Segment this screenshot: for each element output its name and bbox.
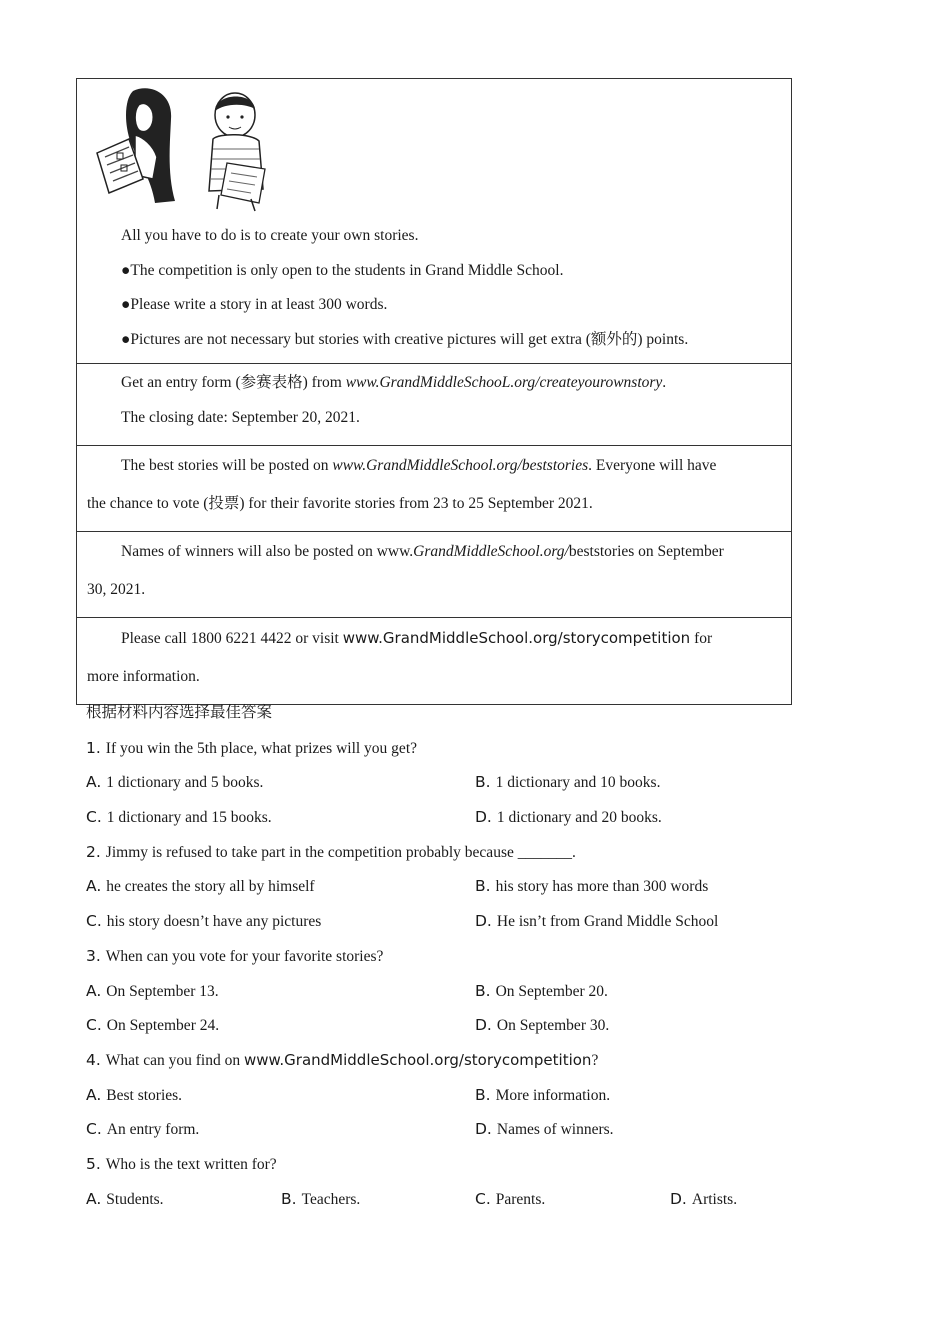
storycompetition-url[interactable]: www.GrandMiddleSchool.org/storycompetition: [342, 629, 691, 647]
passage-cell-winners: [77, 532, 791, 618]
question-section: [86, 696, 846, 1216]
beststories-url[interactable]: www.GrandMiddleSchool.org/beststories: [332, 457, 589, 474]
passage-cell-voting: [77, 446, 791, 532]
option-a[interactable]: A. Best stories.: [86, 1085, 183, 1104]
option-d[interactable]: D. 1 dictionary and 20 books.: [475, 808, 662, 827]
voting-line: The best stories will be posted on www.GrandMiddleSchool.org/beststories. Everyone will have: [121, 457, 717, 474]
question-stem: 4. What can you find on www.GrandMiddleSchool.org/storycompetition?: [86, 1050, 599, 1069]
question-stem: 1. If you win the 5th place, what prizes will you get?: [86, 738, 418, 757]
question-url[interactable]: www.GrandMiddleSchool.org/storycompetition: [243, 1050, 592, 1069]
option-c[interactable]: C. An entry form.: [86, 1120, 200, 1139]
rule-item: ●Pictures are not necessary but stories with creative pictures will get extra (额外的) points.: [121, 330, 689, 348]
rule-item: ●The competition is only open to the students in Grand Middle School.: [121, 261, 564, 279]
option-b[interactable]: B. Teachers.: [281, 1189, 361, 1208]
winners-line: Names of winners will also be posted on www.GrandMiddleSchool.org/beststories on September: [121, 543, 724, 560]
option-c[interactable]: C. his story doesn’t have any pictures: [86, 912, 322, 931]
option-c[interactable]: C. 1 dictionary and 15 books.: [86, 808, 272, 827]
option-d[interactable]: D. He isn’t from Grand Middle School: [475, 912, 719, 931]
entry-url[interactable]: www.GrandMiddleSchooL.org/createyourownstory: [345, 374, 663, 391]
closing-date: The closing date: September 20, 2021.: [121, 408, 360, 426]
question-stem: 5. Who is the text written for?: [86, 1154, 277, 1173]
contact-line: Please call 1800 6221 4422 or visit www.GrandMiddleSchool.org/storycompetition for: [121, 629, 713, 647]
option-a[interactable]: A. he creates the story all by himself: [86, 877, 315, 896]
question-stem: 3. When can you vote for your favorite stories?: [86, 946, 384, 965]
option-c[interactable]: C. On September 24.: [86, 1016, 220, 1035]
option-d[interactable]: D. Artists.: [670, 1189, 738, 1208]
option-a[interactable]: A. Students.: [86, 1189, 164, 1208]
winners-url[interactable]: GrandMiddleSchool.org/: [413, 543, 569, 560]
option-a[interactable]: A. 1 dictionary and 5 books.: [86, 773, 264, 792]
passage-box: [76, 78, 792, 705]
entry-line: Get an entry form (参赛表格) from www.GrandMiddleSchooL.org/createyourownstory.: [121, 374, 667, 391]
passage-cell-entry: [77, 364, 791, 446]
option-b[interactable]: B. More information.: [475, 1085, 611, 1104]
rule-item: ●Please write a story in at least 300 words.: [121, 296, 388, 313]
option-c[interactable]: C. Parents.: [475, 1189, 546, 1208]
option-d[interactable]: D. Names of winners.: [475, 1120, 614, 1139]
winners-line-2: 30, 2021.: [87, 581, 146, 598]
contact-line-2: more information.: [87, 668, 200, 685]
option-d[interactable]: D. On September 30.: [475, 1016, 610, 1035]
instructions: 根据材料内容选择最佳答案: [86, 704, 273, 721]
passage-intro: All you have to do is to create your own stories.: [121, 227, 419, 244]
option-b[interactable]: B. his story has more than 300 words: [475, 877, 709, 896]
option-b[interactable]: B. 1 dictionary and 10 books.: [475, 773, 661, 792]
passage-cell-intro: [77, 79, 791, 364]
voting-line-2: the chance to vote (投票) for their favorite stories from 23 to 25 September 2021.: [87, 495, 593, 512]
option-b[interactable]: B. On September 20.: [475, 981, 608, 1000]
children-reading-writing-illustration: [87, 79, 781, 219]
question-stem: 2. Jimmy is refused to take part in the competition probably because _______.: [86, 842, 576, 861]
option-a[interactable]: A. On September 13.: [86, 981, 219, 1000]
passage-cell-contact: [77, 618, 791, 704]
